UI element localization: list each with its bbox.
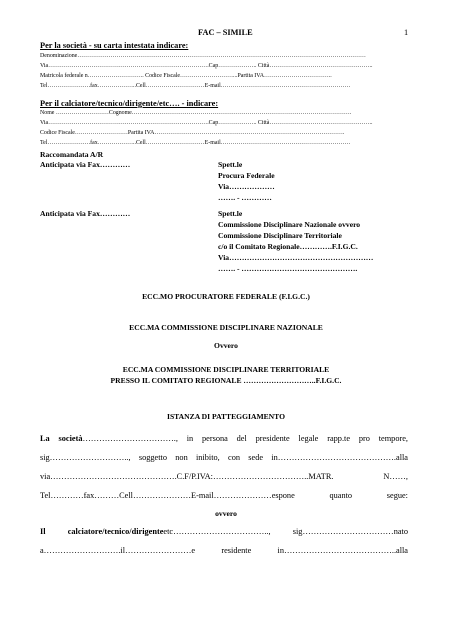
recipient-ovvero: Ovvero	[214, 341, 238, 350]
society-heading-text: Per la società - su carta intestata indicare:	[40, 41, 189, 50]
istanza-society-lead: La società	[40, 434, 83, 443]
addressee-commission-line-3: Commissione Disciplinare Territoriale	[218, 231, 342, 240]
addressee-procura-line-2: Procura Federale	[218, 171, 275, 180]
society-line-matricola: Matricola federale n……………………….. Codice Fiscale………………………...Partita IVA……………………………..	[40, 73, 332, 79]
istanza-ovvero: ovvero	[215, 509, 237, 518]
recipient-comitato-regionale: PRESSO IL COMITATO REGIONALE ………………………..F.I.G.C.	[110, 376, 342, 385]
istanza-paragraph-line-4: Tel…………fax………Cell…………………E-mail…………………espone quanto segue:	[40, 491, 408, 500]
page-title: FAC – SIMILE	[198, 28, 253, 37]
addressee-commission-line-5: Via…………………………………………………	[218, 253, 374, 262]
addressee-commission-line-2: Commissione Disciplinare Nazionale ovvero	[218, 220, 361, 229]
istanza-player-lead: Il calciatore/tecnico/dirigente	[40, 527, 164, 536]
fax-label-1: Anticipata via Fax…………	[40, 160, 131, 169]
player-heading-text: Per il calciatore/tecnico/dirigente/etc…. - indicare:	[40, 99, 219, 108]
addressee-procura-line-3: Via………………	[218, 182, 275, 191]
player-line-contacts: Tel………………….fax………………..Cell…………………………E-mail…………………………………………………………	[40, 140, 351, 146]
player-line-address: Via……………………………………………………………………….Cap……………….. Città……………………………………………..	[40, 120, 373, 126]
istanza-paragraph-line-3: via……………………………………….C.F/P.IVA:……………………………..MATR. N……,	[40, 472, 408, 481]
player-heading	[40, 99, 218, 109]
istanza-paragraph-line-1	[40, 434, 408, 444]
addressee-commission-line-4: c/o il Comitato Regionale………….F.I.G.C.	[218, 242, 358, 251]
istanza-society-rest: ……………………………., in persona del presidente legale rapp.te pro tempore,	[82, 434, 408, 443]
recipient-commissione-territoriale: ECC.MA COMMISSIONE DISCIPLINARE TERRITORIALE	[122, 365, 330, 374]
addressee-procura-line-4: ……. - …………	[218, 193, 272, 202]
addressee-commission-line-6: ……. - ……………………………………….	[218, 264, 358, 273]
recipient-commissione-nazionale: ECC.MA COMMISSIONE DISCIPLINARE NAZIONALE	[129, 323, 323, 332]
society-line-address: Via……………………………………………………………………….Cap……………….. Città……………………………………………..	[40, 63, 373, 69]
registered-mail-label: Raccomandata A/R	[40, 150, 104, 159]
society-heading	[40, 41, 188, 51]
fax-label-2: Anticipata via Fax…………	[40, 209, 131, 218]
society-line-contacts: Tel………………….fax………………..Cell…………………………E-mail…………………………………………………………	[40, 83, 351, 89]
player-line-name: Nome ………………………Cognome………………………………………………………………………………………………….	[40, 110, 352, 116]
istanza-paragraph-line-5	[40, 527, 408, 537]
istanza-paragraph-line-6: a……………………….il……………………e residente in…………………………………..alla	[40, 546, 408, 555]
society-line-denominazione: Denominazione…………………………………………………………………………………………………………………………………	[40, 53, 366, 59]
istanza-paragraph-line-2: sig……………………….., soggetto non inibito, con sede in…………………………………….alla	[40, 453, 408, 462]
addressee-procura-line-1: Spett.le	[218, 160, 243, 169]
recipient-procuratore: ECC.MO PROCURATORE FEDERALE (F.I.G.C.)	[142, 292, 310, 301]
addressee-commission-line-1: Spett.le	[218, 209, 243, 218]
player-line-fiscal: Codice Fiscale………………………Partita IVA…………………………………………………………………………………….	[40, 130, 345, 136]
istanza-player-rest: etc…………………………….., sig……………………………nato	[163, 527, 409, 536]
page-number: 1	[404, 28, 409, 37]
istanza-title: ISTANZA DI PATTEGGIAMENTO	[166, 412, 285, 421]
